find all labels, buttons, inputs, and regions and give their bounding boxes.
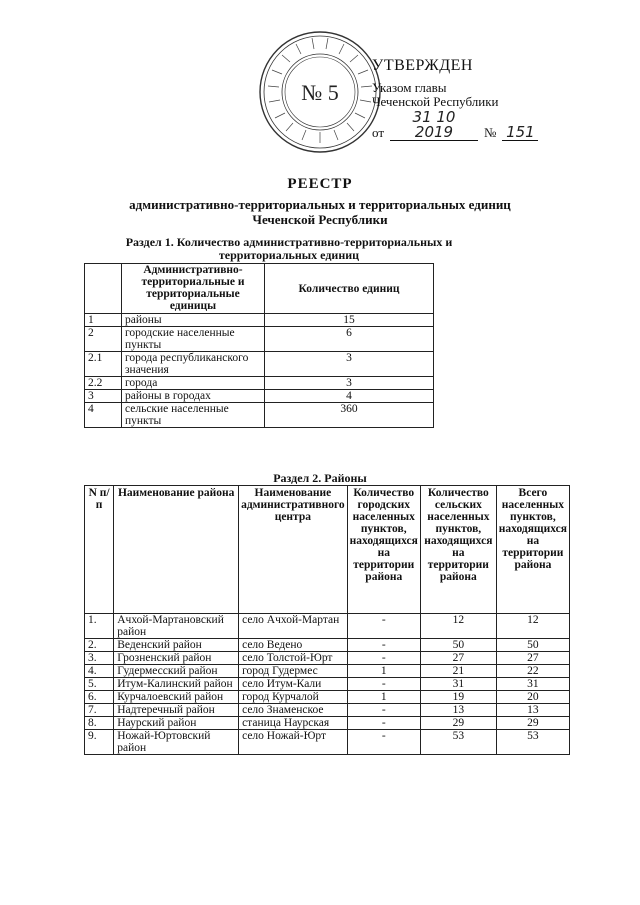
s2-cell-urban: - xyxy=(347,717,420,730)
s2-cell-total: 27 xyxy=(496,652,569,665)
section1-header-row xyxy=(85,264,434,314)
s2-cell-num: 2. xyxy=(85,639,114,652)
s2-cell-rural: 19 xyxy=(420,691,496,704)
s2-cell-num: 5. xyxy=(85,678,114,691)
section2-table xyxy=(84,485,570,755)
table-row xyxy=(85,665,570,678)
section1-table xyxy=(84,263,434,428)
s1-cell-count: 15 xyxy=(265,314,434,327)
s2-cell-center: город Курчалой xyxy=(239,691,348,704)
document-subtitle-1: административно-территориальных и территориальных единиц xyxy=(129,197,511,212)
seal-number: № 5 xyxy=(301,80,339,105)
republic-line: Чеченской Республики xyxy=(372,94,499,109)
decree-number: 151 xyxy=(502,125,538,141)
decree-date: 31 10 2019 xyxy=(390,110,478,141)
s2-cell-center: село Ачхой-Мартан xyxy=(239,614,348,639)
s2-cell-rural: 12 xyxy=(420,614,496,639)
s2-cell-district: Ачхой-Мартановский район xyxy=(114,614,239,639)
s2-cell-urban: - xyxy=(347,730,420,755)
s2-col-center: Наименование административного центра xyxy=(239,486,348,614)
s2-cell-rural: 50 xyxy=(420,639,496,652)
s2-cell-num: 8. xyxy=(85,717,114,730)
s2-cell-rural: 53 xyxy=(420,730,496,755)
s1-cell-name: районы xyxy=(122,314,265,327)
s1-cell-count: 4 xyxy=(265,390,434,403)
s2-col-urban: Количество городских населенных пунктов, находящихся на территории района xyxy=(347,486,420,614)
section1-heading: Раздел 1. Количество административно-территориальных и территориальных единиц xyxy=(125,235,453,262)
table-row xyxy=(85,678,570,691)
s1-col-count: Количество единиц xyxy=(265,264,434,314)
approved-label: УТВЕРЖДЕН xyxy=(372,57,473,74)
s1-cell-name: города xyxy=(122,377,265,390)
s1-cell-name: городские населенные пункты xyxy=(122,327,265,352)
s2-cell-urban: - xyxy=(347,652,420,665)
s1-cell-num: 2.1 xyxy=(85,352,122,377)
s2-cell-total: 53 xyxy=(496,730,569,755)
table-row xyxy=(85,614,570,639)
s2-col-num: N п/п xyxy=(85,486,114,614)
table-row xyxy=(85,639,570,652)
s1-cell-count: 360 xyxy=(265,403,434,428)
s2-cell-num: 4. xyxy=(85,665,114,678)
table-row xyxy=(85,730,570,755)
table-row xyxy=(85,327,434,352)
s2-cell-num: 7. xyxy=(85,704,114,717)
s2-cell-district: Ножай-Юртовский район xyxy=(114,730,239,755)
s1-cell-name: районы в городах xyxy=(122,390,265,403)
s1-cell-num: 4 xyxy=(85,403,122,428)
document-title: РЕЕСТР xyxy=(287,176,353,192)
table-row xyxy=(85,717,570,730)
s2-cell-urban: - xyxy=(347,639,420,652)
s2-cell-district: Веденский район xyxy=(114,639,239,652)
table-row xyxy=(85,704,570,717)
s1-cell-num: 3 xyxy=(85,390,122,403)
s2-cell-urban: 1 xyxy=(347,665,420,678)
s1-cell-name: города республиканского значения xyxy=(122,352,265,377)
s1-col-num xyxy=(85,264,122,314)
s1-cell-num: 2 xyxy=(85,327,122,352)
s2-cell-center: город Гудермес xyxy=(239,665,348,678)
document-subtitle-2: Чеченской Республики xyxy=(252,212,388,227)
s2-cell-district: Курчалоевский район xyxy=(114,691,239,704)
s2-cell-rural: 13 xyxy=(420,704,496,717)
decree-line: Указом главы xyxy=(372,80,447,95)
s2-cell-center: село Толстой-Юрт xyxy=(239,652,348,665)
s2-cell-center: станица Наурская xyxy=(239,717,348,730)
s2-cell-district: Надтеречный район xyxy=(114,704,239,717)
s2-cell-total: 12 xyxy=(496,614,569,639)
s2-cell-total: 20 xyxy=(496,691,569,704)
s2-cell-center: село Ножай-Юрт xyxy=(239,730,348,755)
table-row xyxy=(85,352,434,377)
s2-cell-total: 29 xyxy=(496,717,569,730)
s2-cell-num: 6. xyxy=(85,691,114,704)
number-prefix: № xyxy=(484,125,497,140)
s2-col-rural: Количество сельских населенных пунктов, находящихся на территории района xyxy=(420,486,496,614)
s2-cell-district: Гудермесский район xyxy=(114,665,239,678)
table-row xyxy=(85,377,434,390)
table-row xyxy=(85,652,570,665)
official-seal xyxy=(258,30,385,154)
s2-cell-center: село Ведено xyxy=(239,639,348,652)
table-row xyxy=(85,691,570,704)
table-row xyxy=(85,403,434,428)
s2-cell-num: 9. xyxy=(85,730,114,755)
section2-header-row xyxy=(85,486,570,614)
s1-cell-count: 3 xyxy=(265,377,434,390)
table-row xyxy=(85,390,434,403)
s2-cell-urban: - xyxy=(347,678,420,691)
s2-cell-district: Грозненский район xyxy=(114,652,239,665)
s2-cell-num: 3. xyxy=(85,652,114,665)
s2-cell-total: 22 xyxy=(496,665,569,678)
s1-cell-count: 3 xyxy=(265,352,434,377)
s2-cell-district: Итум-Калинский район xyxy=(114,678,239,691)
s2-cell-district: Наурский район xyxy=(114,717,239,730)
date-number-line xyxy=(372,110,538,141)
s2-cell-rural: 27 xyxy=(420,652,496,665)
s2-cell-total: 13 xyxy=(496,704,569,717)
s2-cell-urban: 1 xyxy=(347,691,420,704)
s2-cell-rural: 29 xyxy=(420,717,496,730)
s2-cell-center: село Знаменское xyxy=(239,704,348,717)
s2-cell-urban: - xyxy=(347,704,420,717)
s1-cell-num: 1 xyxy=(85,314,122,327)
date-prefix: от xyxy=(372,125,385,140)
s1-col-units: Административно-территориальные и территориальные единицы xyxy=(122,264,265,314)
s2-cell-total: 31 xyxy=(496,678,569,691)
s2-cell-total: 50 xyxy=(496,639,569,652)
s2-cell-center: село Итум-Кали xyxy=(239,678,348,691)
s2-cell-urban: - xyxy=(347,614,420,639)
s2-col-total: Всего населенных пунктов, находящихся на территории района xyxy=(496,486,569,614)
s1-cell-name: сельские населенные пункты xyxy=(122,403,265,428)
s2-cell-num: 1. xyxy=(85,614,114,639)
s1-cell-count: 6 xyxy=(265,327,434,352)
s1-cell-num: 2.2 xyxy=(85,377,122,390)
s2-cell-rural: 21 xyxy=(420,665,496,678)
section2-heading: Раздел 2. Районы xyxy=(273,471,367,485)
s2-cell-rural: 31 xyxy=(420,678,496,691)
table-row xyxy=(85,314,434,327)
s2-col-district: Наименование района xyxy=(114,486,239,614)
